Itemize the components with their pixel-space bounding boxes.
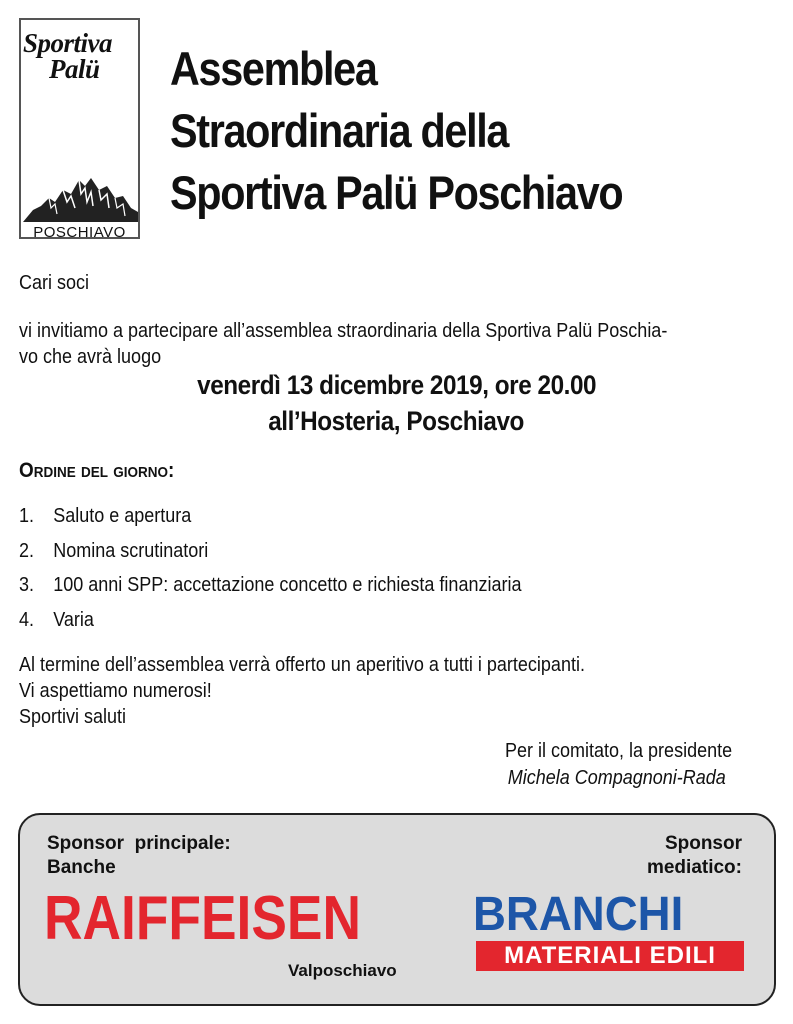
agenda-heading — [19, 459, 174, 483]
raiffeisen-sub: Valposchiavo — [288, 961, 397, 980]
invitation-paragraph — [19, 318, 739, 370]
event-date-text: venerdì 13 dicembre 2019, ore 20.00 — [197, 370, 596, 400]
list-item — [19, 505, 521, 540]
main-sponsor-label — [47, 832, 231, 880]
list-item — [19, 540, 521, 575]
list-item-number: 3. — [19, 574, 35, 596]
media-sponsor-label-line-1: Sponsor — [664, 833, 742, 854]
closing-line-3: Sportivi saluti — [19, 706, 127, 728]
agenda-heading-initial: O — [19, 459, 34, 482]
signature-name: Michela Compagnoni-Rada — [507, 767, 726, 789]
list-item-text: Saluto e apertura — [53, 505, 192, 527]
logo-wordmark — [23, 30, 137, 82]
branchi-logo — [473, 888, 747, 971]
mountain-icon — [23, 172, 138, 222]
closing-line-1: Al termine dell’assemblea verrà offerto un aperitivo a tutti i partecipanti. — [19, 654, 585, 676]
branchi-tagline: MATERIALI EDILI — [476, 941, 744, 971]
closing-paragraph — [19, 652, 648, 730]
signature-role: Per il comitato, la presidente — [505, 740, 733, 762]
media-sponsor-label — [647, 832, 742, 880]
club-logo — [19, 18, 140, 239]
signature — [505, 738, 732, 792]
raiffeisen-logo: RAIFFEISEN — [44, 884, 361, 953]
list-item-number: 4. — [19, 608, 35, 631]
list-item-text: Varia — [53, 608, 94, 631]
main-sponsor-label-line-2: Banche — [47, 857, 116, 878]
event-place-text: all’Hosteria, Poschiavo — [268, 406, 525, 436]
page-title — [170, 38, 622, 224]
logo-line-2: Palü — [49, 54, 100, 84]
agenda-list — [19, 505, 577, 643]
logo-line-1: Sportiva — [23, 28, 113, 58]
greeting: Cari soci — [19, 272, 90, 294]
closing-line-2: Vi aspettiamo numerosi! — [19, 680, 212, 702]
list-item — [19, 609, 521, 644]
agenda-heading-rest: rdine del giorno: — [33, 459, 175, 482]
media-sponsor-label-line-2: mediatico: — [646, 857, 742, 878]
invitation-line-1: vi invitiamo a partecipare all’assemblea straordinaria della Sportiva Palü Poschia- — [19, 320, 668, 342]
invitation-line-2: vo che avrà luogo — [19, 346, 162, 368]
branchi-wordmark: BRANCHI — [473, 888, 684, 941]
logo-town: POSCHIAVO — [33, 224, 126, 241]
list-item-number: 1. — [19, 505, 35, 527]
list-item-number: 2. — [19, 539, 35, 562]
title-line-3: Sportiva Palü Poschiavo — [170, 166, 623, 219]
list-item — [19, 574, 521, 609]
title-line-2: Straordinaria della — [170, 104, 509, 157]
event-date — [0, 370, 793, 401]
list-item-text: 100 anni SPP: accettazione concetto e richiesta finanziaria — [53, 574, 522, 596]
list-item-text: Nomina scrutinatori — [53, 539, 209, 562]
sponsor-box — [18, 813, 776, 1006]
main-sponsor-label-line-1: Sponsor principale: — [47, 833, 231, 854]
event-place — [0, 406, 793, 437]
title-line-1: Assemblea — [170, 42, 377, 95]
